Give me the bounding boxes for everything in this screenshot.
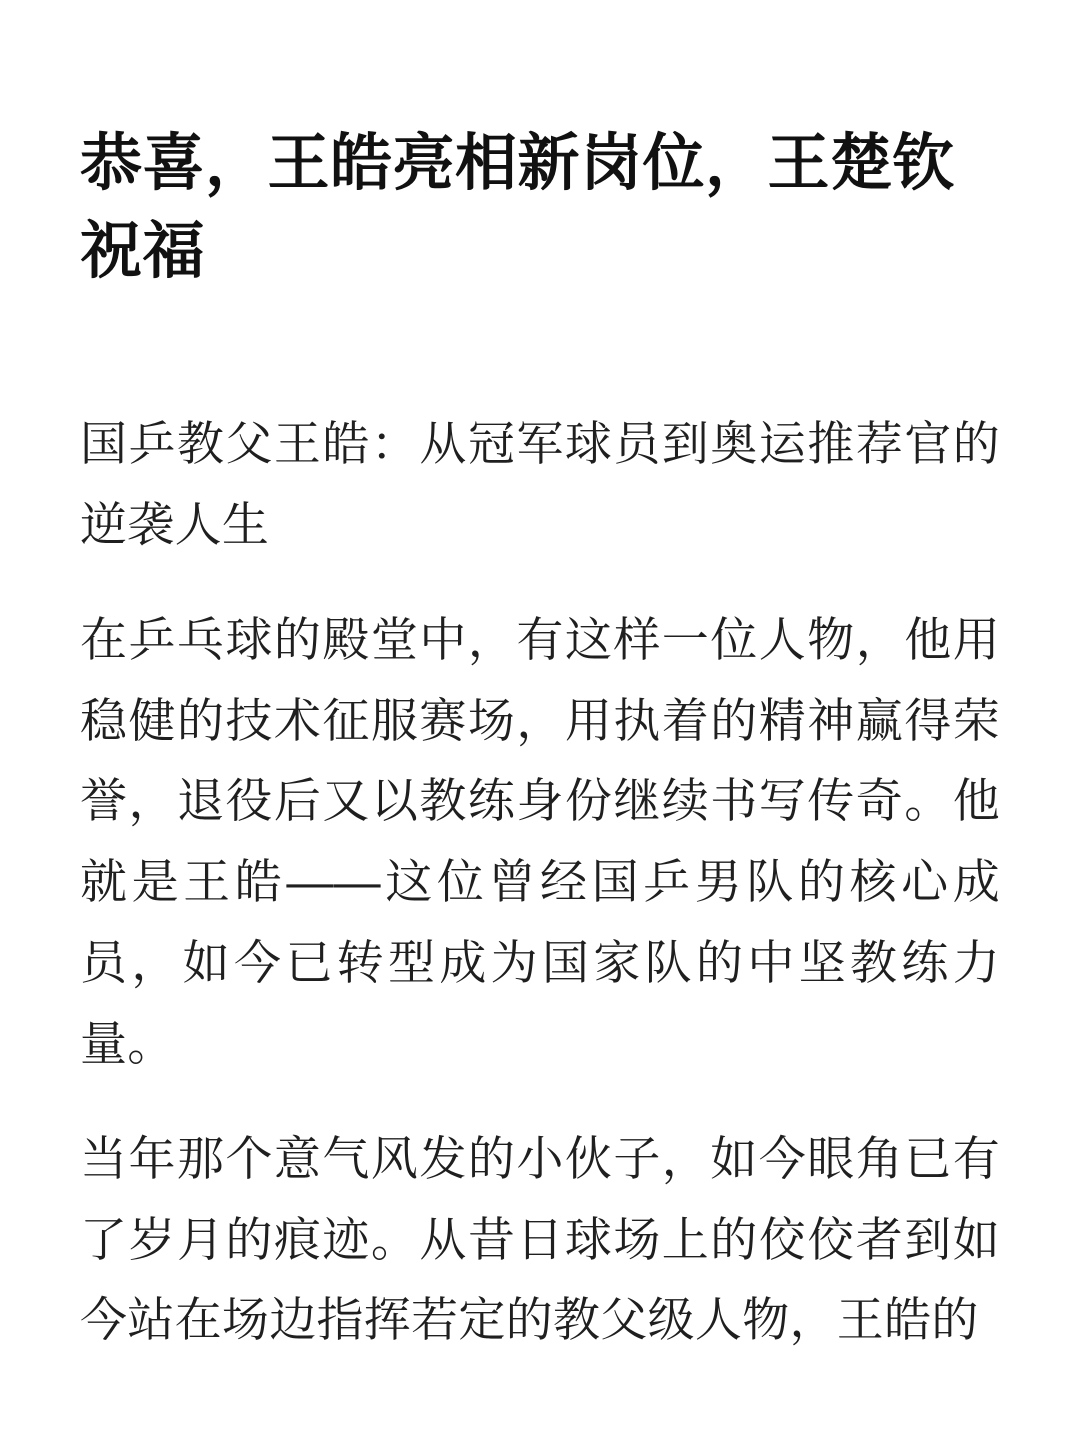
page-title: 恭喜，王皓亮相新岗位，王楚钦祝福 <box>80 129 956 287</box>
paragraph-lead: 国乒教父王皓：从冠军球员到奥运推荐官的逆袭人生 <box>80 417 1000 551</box>
article-body <box>80 404 1000 1361</box>
paragraph: 在乒乓球的殿堂中，有这样一位人物，他用稳健的技术征服赛场，用执着的精神赢得荣誉，退役后又以教练身份继续书写传奇。他就是王皓——这位曾经国乒男队的核心成员，如今已转型成为国家队的中坚教练力量。 <box>80 612 1000 1070</box>
paragraph: 当年那个意气风发的小伙子，如今眼角已有了岁月的痕迹。从昔日球场上的佼佼者到如今站在场边指挥若定的教父级人物，王皓的 <box>80 1131 1000 1347</box>
